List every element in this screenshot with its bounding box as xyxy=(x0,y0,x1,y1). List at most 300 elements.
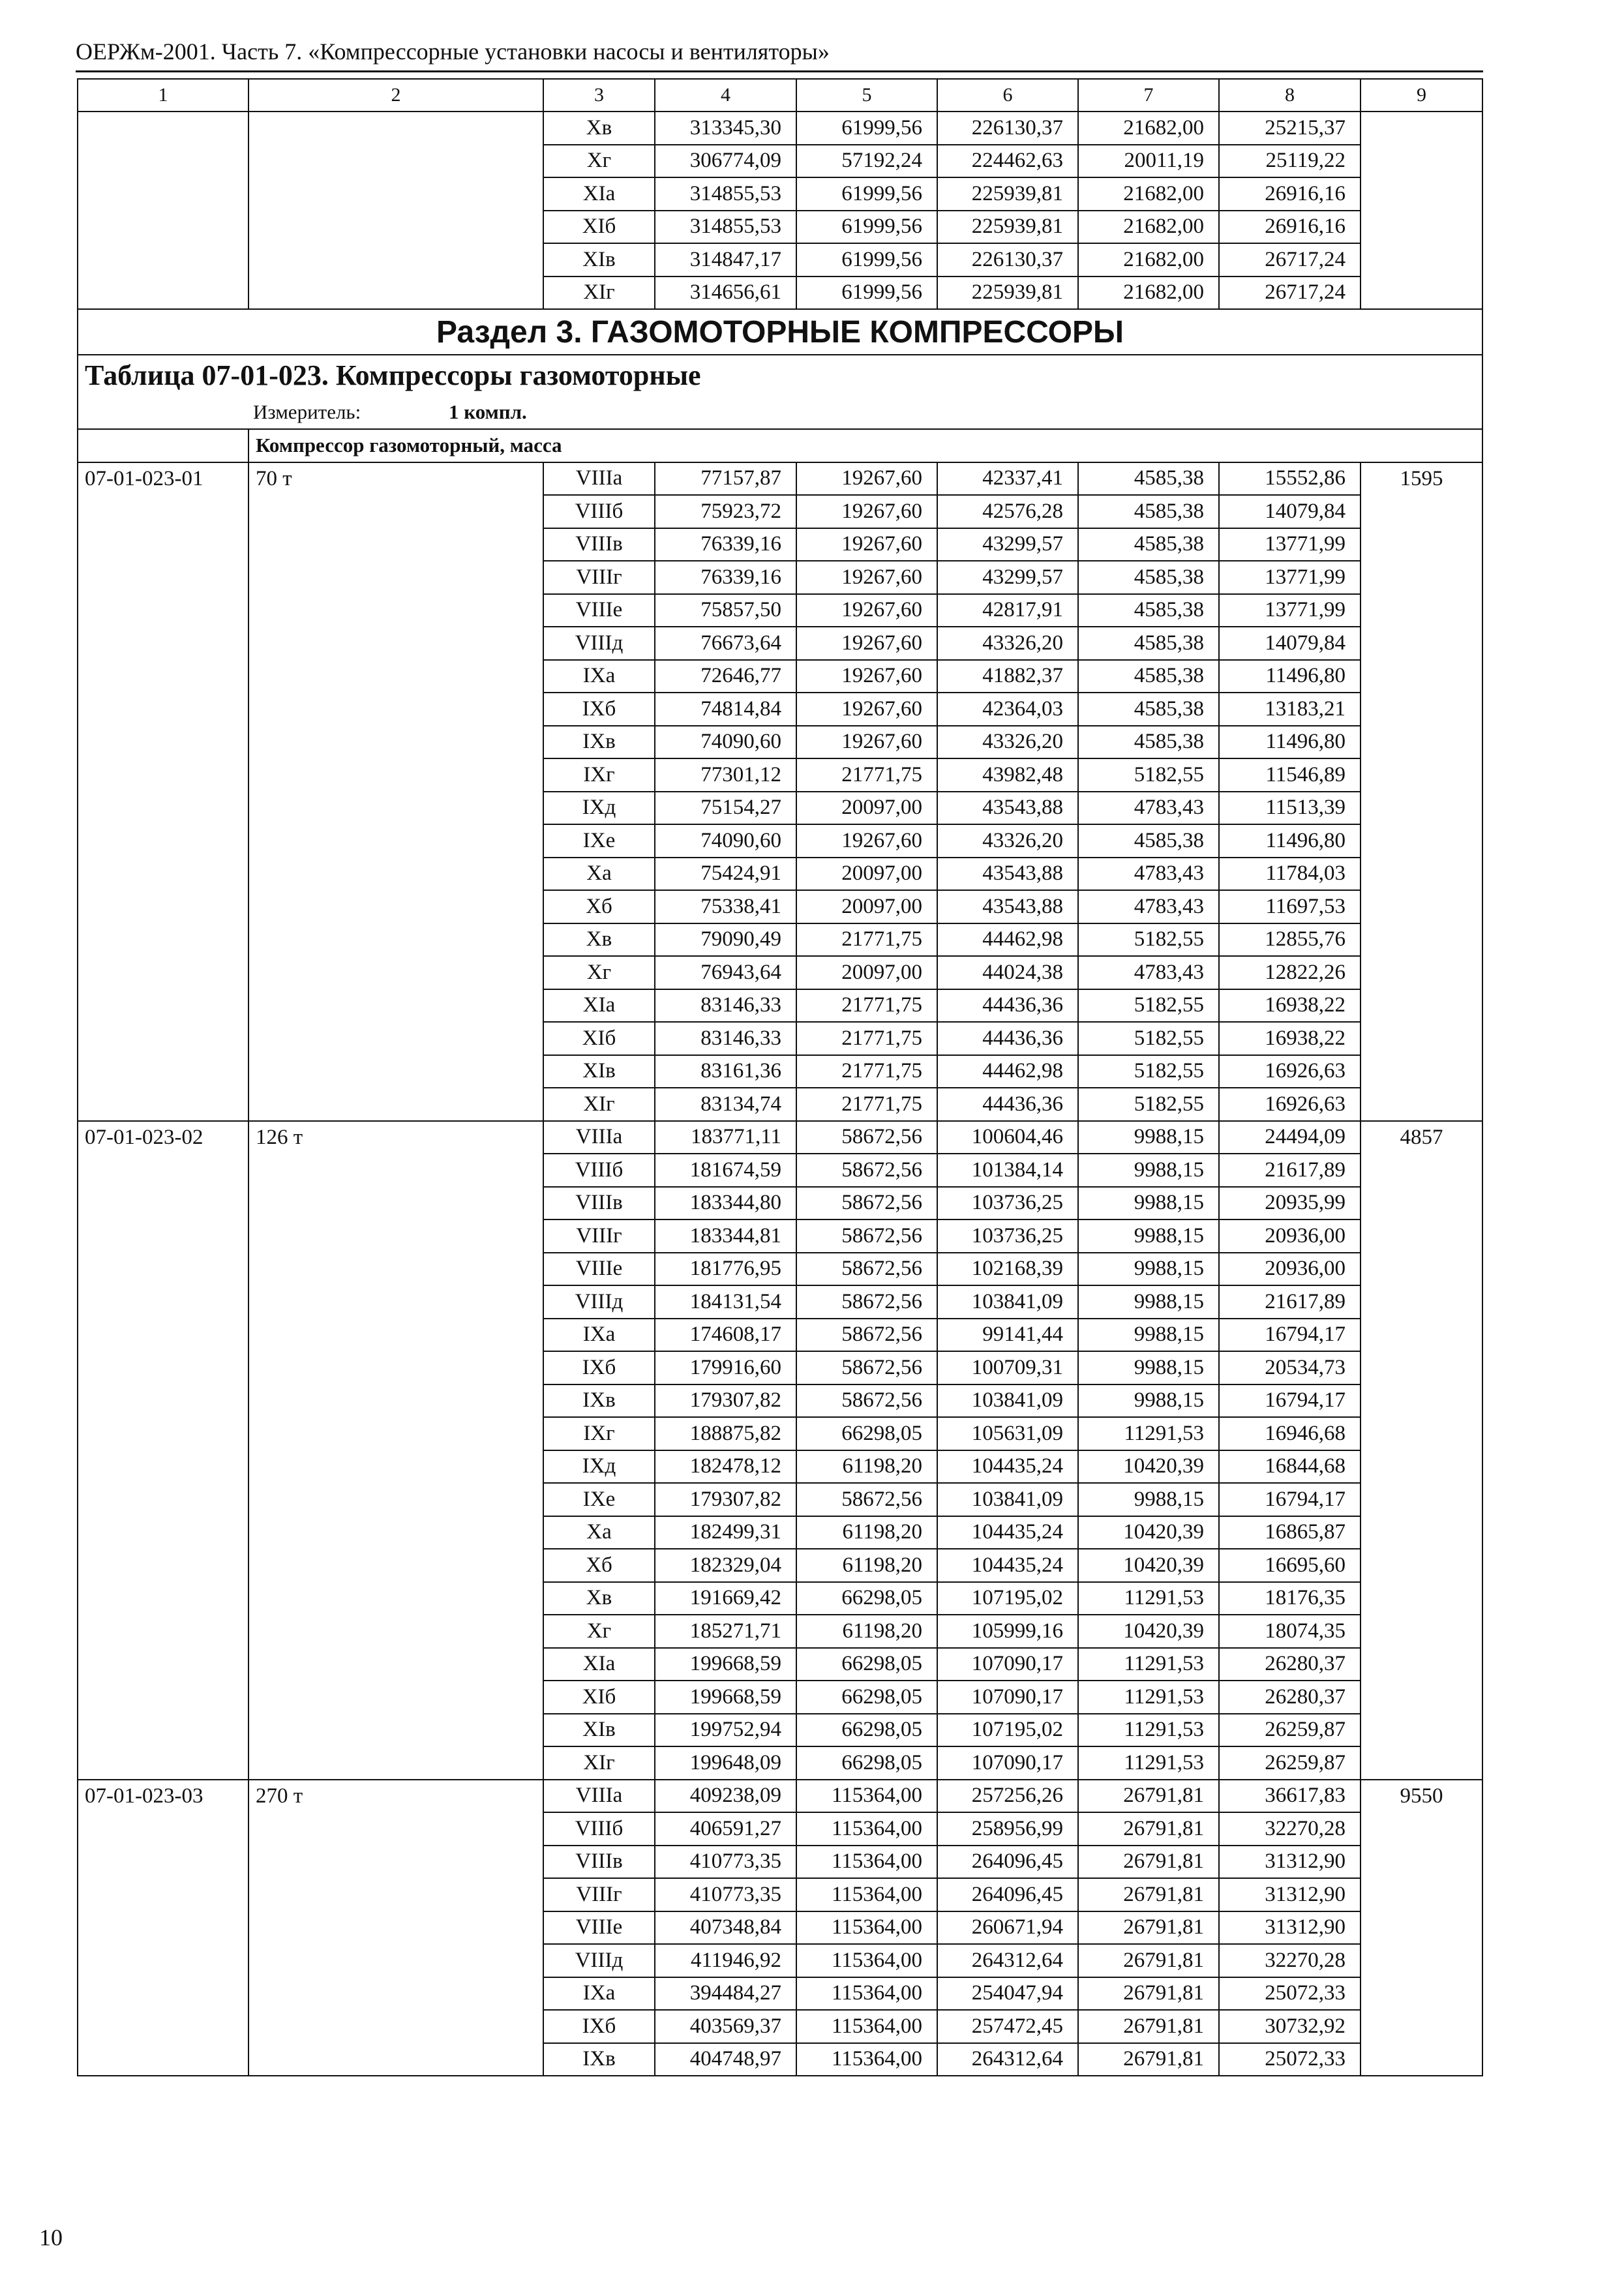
zone-cell: VIIIв xyxy=(543,528,655,561)
value-cell: 26280,37 xyxy=(1219,1681,1361,1714)
value-cell: 5182,55 xyxy=(1078,923,1219,957)
value-cell: 43543,88 xyxy=(937,890,1078,923)
zone-cell: IХа xyxy=(543,660,655,693)
value-cell: 183344,81 xyxy=(655,1219,796,1253)
value-cell: 199648,09 xyxy=(655,1746,796,1780)
value-cell: 19267,60 xyxy=(796,594,937,627)
value-cell: 21682,00 xyxy=(1078,277,1219,310)
value-cell: 19267,60 xyxy=(796,660,937,693)
value-cell: 61198,20 xyxy=(796,1549,937,1582)
section-row xyxy=(78,309,1482,355)
value-cell: 101384,14 xyxy=(937,1154,1078,1187)
value-cell: 191669,42 xyxy=(655,1582,796,1615)
value-cell: 403569,37 xyxy=(655,2010,796,2043)
empty-name-cell xyxy=(248,112,543,309)
column-number: 2 xyxy=(248,79,543,112)
zone-cell: Хб xyxy=(543,1549,655,1582)
value-cell: 21771,75 xyxy=(796,758,937,792)
value-cell: 75154,27 xyxy=(655,792,796,825)
value-cell: 31312,90 xyxy=(1219,1878,1361,1911)
value-cell: 174608,17 xyxy=(655,1319,796,1352)
value-cell: 404748,97 xyxy=(655,2043,796,2076)
value-cell: 257472,45 xyxy=(937,2010,1078,2043)
value-cell: 181776,95 xyxy=(655,1253,796,1286)
value-cell: 83134,74 xyxy=(655,1088,796,1121)
rate-weight: 4857 xyxy=(1361,1121,1482,1780)
zone-cell: VIIIб xyxy=(543,1812,655,1846)
zone-cell: ХIа xyxy=(543,989,655,1023)
value-cell: 314855,53 xyxy=(655,177,796,211)
value-cell: 16926,63 xyxy=(1219,1055,1361,1088)
value-cell: 107195,02 xyxy=(937,1714,1078,1747)
value-cell: 11784,03 xyxy=(1219,858,1361,891)
zone-cell: Хг xyxy=(543,145,655,178)
value-cell: 43326,20 xyxy=(937,726,1078,759)
value-cell: 26791,81 xyxy=(1078,1846,1219,1879)
value-cell: 105631,09 xyxy=(937,1417,1078,1450)
value-cell: 11291,53 xyxy=(1078,1746,1219,1780)
value-cell: 183344,80 xyxy=(655,1187,796,1220)
value-cell: 43299,57 xyxy=(937,561,1078,594)
zone-cell: IХв xyxy=(543,726,655,759)
value-cell: 9988,15 xyxy=(1078,1187,1219,1220)
value-cell: 21682,00 xyxy=(1078,243,1219,277)
value-cell: 74090,60 xyxy=(655,726,796,759)
value-cell: 66298,05 xyxy=(796,1582,937,1615)
value-cell: 115364,00 xyxy=(796,1780,937,1813)
value-cell: 5182,55 xyxy=(1078,989,1219,1023)
value-cell: 5182,55 xyxy=(1078,758,1219,792)
value-cell: 407348,84 xyxy=(655,1911,796,1945)
value-cell: 16865,87 xyxy=(1219,1516,1361,1549)
value-cell: 13771,99 xyxy=(1219,594,1361,627)
column-number: 5 xyxy=(796,79,937,112)
value-cell: 314656,61 xyxy=(655,277,796,310)
column-number: 4 xyxy=(655,79,796,112)
measure-label: Измеритель: xyxy=(253,400,361,423)
value-cell: 26791,81 xyxy=(1078,1780,1219,1813)
value-cell: 26791,81 xyxy=(1078,1977,1219,2011)
value-cell: 16938,22 xyxy=(1219,989,1361,1023)
measure-value: 1 компл. xyxy=(449,400,527,423)
value-cell: 76943,64 xyxy=(655,956,796,989)
zone-cell: VIIIб xyxy=(543,1154,655,1187)
value-cell: 104435,24 xyxy=(937,1450,1078,1484)
empty-code-cell xyxy=(78,112,248,309)
zone-cell: Хв xyxy=(543,923,655,957)
value-cell: 225939,81 xyxy=(937,211,1078,244)
rate-weight: 1595 xyxy=(1361,462,1482,1121)
value-cell: 21771,75 xyxy=(796,989,937,1023)
value-cell: 9988,15 xyxy=(1078,1384,1219,1418)
zone-cell: IХд xyxy=(543,792,655,825)
value-cell: 19267,60 xyxy=(796,528,937,561)
value-cell: 58672,56 xyxy=(796,1121,937,1154)
value-cell: 188875,82 xyxy=(655,1417,796,1450)
value-cell: 20534,73 xyxy=(1219,1351,1361,1384)
value-cell: 104435,24 xyxy=(937,1516,1078,1549)
empty-last-cell xyxy=(1361,112,1482,309)
zone-cell: ХIб xyxy=(543,1022,655,1055)
value-cell: 10420,39 xyxy=(1078,1516,1219,1549)
value-cell: 26259,87 xyxy=(1219,1714,1361,1747)
value-cell: 58672,56 xyxy=(796,1187,937,1220)
value-cell: 21617,89 xyxy=(1219,1285,1361,1319)
value-cell: 4585,38 xyxy=(1078,594,1219,627)
value-cell: 58672,56 xyxy=(796,1351,937,1384)
value-cell: 32270,28 xyxy=(1219,1812,1361,1846)
value-cell: 410773,35 xyxy=(655,1846,796,1879)
value-cell: 11496,80 xyxy=(1219,726,1361,759)
rate-code: 07-01-023-03 xyxy=(78,1780,248,2076)
value-cell: 75923,72 xyxy=(655,495,796,528)
value-cell: 41882,37 xyxy=(937,660,1078,693)
value-cell: 21771,75 xyxy=(796,923,937,957)
value-cell: 9988,15 xyxy=(1078,1483,1219,1516)
table-row xyxy=(78,1121,1482,1154)
value-cell: 185271,71 xyxy=(655,1615,796,1648)
value-cell: 61999,56 xyxy=(796,277,937,310)
value-cell: 254047,94 xyxy=(937,1977,1078,2011)
value-cell: 44462,98 xyxy=(937,923,1078,957)
table-title: Таблица 07-01-023. Компрессоры газомоторные xyxy=(78,355,1482,395)
zone-cell: VIIIд xyxy=(543,1285,655,1319)
zone-cell: ХIг xyxy=(543,277,655,310)
value-cell: 16794,17 xyxy=(1219,1483,1361,1516)
value-cell: 18074,35 xyxy=(1219,1615,1361,1648)
value-cell: 10420,39 xyxy=(1078,1450,1219,1484)
value-cell: 181674,59 xyxy=(655,1154,796,1187)
subheading: Компрессор газомоторный, масса xyxy=(248,429,1482,462)
rate-name: 70 т xyxy=(248,462,543,1121)
value-cell: 79090,49 xyxy=(655,923,796,957)
value-cell: 4783,43 xyxy=(1078,792,1219,825)
rate-code: 07-01-023-01 xyxy=(78,462,248,1121)
value-cell: 25072,33 xyxy=(1219,2043,1361,2076)
value-cell: 10420,39 xyxy=(1078,1549,1219,1582)
header-divider xyxy=(76,70,1483,72)
value-cell: 258956,99 xyxy=(937,1812,1078,1846)
value-cell: 5182,55 xyxy=(1078,1022,1219,1055)
value-cell: 4783,43 xyxy=(1078,858,1219,891)
document-header: ОЕРЖм-2001. Часть 7. «Компрессорные установки насосы и вентиляторы» xyxy=(76,38,830,65)
zone-cell: ХIв xyxy=(543,1055,655,1088)
value-cell: 76673,64 xyxy=(655,627,796,660)
value-cell: 11513,39 xyxy=(1219,792,1361,825)
value-cell: 57192,24 xyxy=(796,145,937,178)
subheading-row xyxy=(78,429,1482,462)
value-cell: 4585,38 xyxy=(1078,824,1219,858)
value-cell: 9988,15 xyxy=(1078,1154,1219,1187)
value-cell: 75424,91 xyxy=(655,858,796,891)
value-cell: 115364,00 xyxy=(796,2010,937,2043)
value-cell: 18176,35 xyxy=(1219,1582,1361,1615)
value-cell: 76339,16 xyxy=(655,561,796,594)
value-cell: 182329,04 xyxy=(655,1549,796,1582)
value-cell: 58672,56 xyxy=(796,1219,937,1253)
value-cell: 5182,55 xyxy=(1078,1055,1219,1088)
value-cell: 25072,33 xyxy=(1219,1977,1361,2011)
value-cell: 19267,60 xyxy=(796,462,937,496)
value-cell: 66298,05 xyxy=(796,1417,937,1450)
value-cell: 313345,30 xyxy=(655,112,796,145)
value-cell: 21682,00 xyxy=(1078,177,1219,211)
zone-cell: ХIг xyxy=(543,1746,655,1780)
value-cell: 224462,63 xyxy=(937,145,1078,178)
value-cell: 61999,56 xyxy=(796,112,937,145)
zone-cell: IХе xyxy=(543,824,655,858)
zone-cell: IХб xyxy=(543,693,655,726)
value-cell: 102168,39 xyxy=(937,1253,1078,1286)
value-cell: 20935,99 xyxy=(1219,1187,1361,1220)
value-cell: 115364,00 xyxy=(796,1878,937,1911)
value-cell: 410773,35 xyxy=(655,1878,796,1911)
value-cell: 107090,17 xyxy=(937,1746,1078,1780)
value-cell: 9988,15 xyxy=(1078,1285,1219,1319)
value-cell: 314847,17 xyxy=(655,243,796,277)
value-cell: 411946,92 xyxy=(655,1944,796,1977)
value-cell: 184131,54 xyxy=(655,1285,796,1319)
value-cell: 25215,37 xyxy=(1219,112,1361,145)
measure-row xyxy=(78,395,1482,429)
value-cell: 61198,20 xyxy=(796,1516,937,1549)
value-cell: 43982,48 xyxy=(937,758,1078,792)
zone-cell: VIIIа xyxy=(543,462,655,496)
value-cell: 9988,15 xyxy=(1078,1253,1219,1286)
value-cell: 74090,60 xyxy=(655,824,796,858)
zone-cell: ХIв xyxy=(543,243,655,277)
zone-cell: ХIа xyxy=(543,1648,655,1681)
value-cell: 83161,36 xyxy=(655,1055,796,1088)
value-cell: 20097,00 xyxy=(796,890,937,923)
value-cell: 61999,56 xyxy=(796,177,937,211)
value-cell: 15552,86 xyxy=(1219,462,1361,496)
value-cell: 115364,00 xyxy=(796,1944,937,1977)
zone-cell: IХб xyxy=(543,2010,655,2043)
value-cell: 226130,37 xyxy=(937,243,1078,277)
value-cell: 103736,25 xyxy=(937,1187,1078,1220)
value-cell: 75857,50 xyxy=(655,594,796,627)
zone-cell: Хг xyxy=(543,1615,655,1648)
value-cell: 11291,53 xyxy=(1078,1714,1219,1747)
zone-cell: Хг xyxy=(543,956,655,989)
rate-name: 126 т xyxy=(248,1121,543,1780)
table-row xyxy=(78,1780,1482,1813)
value-cell: 44436,36 xyxy=(937,989,1078,1023)
value-cell: 226130,37 xyxy=(937,112,1078,145)
value-cell: 99141,44 xyxy=(937,1319,1078,1352)
zone-cell: VIIIг xyxy=(543,1219,655,1253)
zone-cell: ХIб xyxy=(543,211,655,244)
value-cell: 43543,88 xyxy=(937,858,1078,891)
zone-cell: IХв xyxy=(543,2043,655,2076)
continued-row xyxy=(78,112,1482,145)
column-number: 8 xyxy=(1219,79,1361,112)
value-cell: 182499,31 xyxy=(655,1516,796,1549)
value-cell: 43326,20 xyxy=(937,824,1078,858)
value-cell: 11291,53 xyxy=(1078,1417,1219,1450)
value-cell: 26717,24 xyxy=(1219,277,1361,310)
value-cell: 115364,00 xyxy=(796,1911,937,1945)
page-number: 10 xyxy=(39,2224,63,2251)
value-cell: 264096,45 xyxy=(937,1878,1078,1911)
value-cell: 11496,80 xyxy=(1219,824,1361,858)
zone-cell: IХг xyxy=(543,1417,655,1450)
value-cell: 225939,81 xyxy=(937,277,1078,310)
value-cell: 21771,75 xyxy=(796,1088,937,1121)
column-number: 1 xyxy=(78,79,248,112)
value-cell: 16938,22 xyxy=(1219,1022,1361,1055)
value-cell: 179307,82 xyxy=(655,1384,796,1418)
zone-cell: VIIIа xyxy=(543,1121,655,1154)
value-cell: 58672,56 xyxy=(796,1253,937,1286)
zone-cell: VIIIв xyxy=(543,1846,655,1879)
value-cell: 14079,84 xyxy=(1219,627,1361,660)
value-cell: 19267,60 xyxy=(796,726,937,759)
value-cell: 43299,57 xyxy=(937,528,1078,561)
value-cell: 264312,64 xyxy=(937,1944,1078,1977)
zone-cell: IХе xyxy=(543,1483,655,1516)
value-cell: 115364,00 xyxy=(796,1977,937,2011)
value-cell: 13183,21 xyxy=(1219,693,1361,726)
value-cell: 26791,81 xyxy=(1078,1878,1219,1911)
value-cell: 199668,59 xyxy=(655,1648,796,1681)
value-cell: 19267,60 xyxy=(796,495,937,528)
value-cell: 43326,20 xyxy=(937,627,1078,660)
rates-table xyxy=(77,78,1483,2076)
value-cell: 16946,68 xyxy=(1219,1417,1361,1450)
rate-code: 07-01-023-02 xyxy=(78,1121,248,1780)
value-cell: 61198,20 xyxy=(796,1450,937,1484)
value-cell: 20097,00 xyxy=(796,792,937,825)
value-cell: 77301,12 xyxy=(655,758,796,792)
column-number: 7 xyxy=(1078,79,1219,112)
zone-cell: ХIг xyxy=(543,1088,655,1121)
value-cell: 103841,09 xyxy=(937,1384,1078,1418)
value-cell: 44024,38 xyxy=(937,956,1078,989)
table-title-row xyxy=(78,355,1482,395)
zone-cell: VIIIд xyxy=(543,627,655,660)
value-cell: 9988,15 xyxy=(1078,1219,1219,1253)
value-cell: 20097,00 xyxy=(796,858,937,891)
zone-cell: VIIIе xyxy=(543,1253,655,1286)
value-cell: 61999,56 xyxy=(796,211,937,244)
value-cell: 306774,09 xyxy=(655,145,796,178)
zone-cell: IХв xyxy=(543,1384,655,1418)
value-cell: 10420,39 xyxy=(1078,1615,1219,1648)
value-cell: 179307,82 xyxy=(655,1483,796,1516)
value-cell: 4585,38 xyxy=(1078,561,1219,594)
value-cell: 42576,28 xyxy=(937,495,1078,528)
value-cell: 16794,17 xyxy=(1219,1319,1361,1352)
rate-name: 270 т xyxy=(248,1780,543,2076)
zone-cell: VIIIг xyxy=(543,1878,655,1911)
value-cell: 105999,16 xyxy=(937,1615,1078,1648)
value-cell: 9988,15 xyxy=(1078,1351,1219,1384)
value-cell: 76339,16 xyxy=(655,528,796,561)
zone-cell: VIIIб xyxy=(543,495,655,528)
value-cell: 14079,84 xyxy=(1219,495,1361,528)
value-cell: 66298,05 xyxy=(796,1746,937,1780)
value-cell: 44436,36 xyxy=(937,1088,1078,1121)
value-cell: 264312,64 xyxy=(937,2043,1078,2076)
value-cell: 11291,53 xyxy=(1078,1681,1219,1714)
value-cell: 61198,20 xyxy=(796,1615,937,1648)
value-cell: 9988,15 xyxy=(1078,1319,1219,1352)
value-cell: 26791,81 xyxy=(1078,1911,1219,1945)
value-cell: 409238,09 xyxy=(655,1780,796,1813)
value-cell: 83146,33 xyxy=(655,989,796,1023)
value-cell: 43543,88 xyxy=(937,792,1078,825)
zone-cell: ХIа xyxy=(543,177,655,211)
value-cell: 394484,27 xyxy=(655,1977,796,2011)
value-cell: 4585,38 xyxy=(1078,627,1219,660)
zone-cell: IХг xyxy=(543,758,655,792)
value-cell: 314855,53 xyxy=(655,211,796,244)
value-cell: 21682,00 xyxy=(1078,112,1219,145)
value-cell: 20936,00 xyxy=(1219,1219,1361,1253)
value-cell: 20936,00 xyxy=(1219,1253,1361,1286)
value-cell: 11291,53 xyxy=(1078,1648,1219,1681)
value-cell: 26791,81 xyxy=(1078,1944,1219,1977)
zone-cell: Хв xyxy=(543,112,655,145)
value-cell: 107195,02 xyxy=(937,1582,1078,1615)
value-cell: 4585,38 xyxy=(1078,462,1219,496)
value-cell: 26259,87 xyxy=(1219,1746,1361,1780)
value-cell: 225939,81 xyxy=(937,177,1078,211)
value-cell: 11291,53 xyxy=(1078,1582,1219,1615)
zone-cell: IХа xyxy=(543,1977,655,2011)
value-cell: 42364,03 xyxy=(937,693,1078,726)
zone-cell: Ха xyxy=(543,1516,655,1549)
value-cell: 11697,53 xyxy=(1219,890,1361,923)
value-cell: 42337,41 xyxy=(937,462,1078,496)
value-cell: 199752,94 xyxy=(655,1714,796,1747)
zone-cell: IХб xyxy=(543,1351,655,1384)
value-cell: 36617,83 xyxy=(1219,1780,1361,1813)
value-cell: 19267,60 xyxy=(796,693,937,726)
value-cell: 66298,05 xyxy=(796,1681,937,1714)
value-cell: 257256,26 xyxy=(937,1780,1078,1813)
value-cell: 13771,99 xyxy=(1219,561,1361,594)
value-cell: 103841,09 xyxy=(937,1483,1078,1516)
value-cell: 44436,36 xyxy=(937,1022,1078,1055)
column-number: 6 xyxy=(937,79,1078,112)
value-cell: 72646,77 xyxy=(655,660,796,693)
value-cell: 115364,00 xyxy=(796,1846,937,1879)
value-cell: 16926,63 xyxy=(1219,1088,1361,1121)
value-cell: 32270,28 xyxy=(1219,1944,1361,1977)
value-cell: 24494,09 xyxy=(1219,1121,1361,1154)
value-cell: 4585,38 xyxy=(1078,528,1219,561)
value-cell: 182478,12 xyxy=(655,1450,796,1484)
value-cell: 26791,81 xyxy=(1078,2043,1219,2076)
measure-cell xyxy=(78,395,1482,429)
value-cell: 103841,09 xyxy=(937,1285,1078,1319)
value-cell: 21771,75 xyxy=(796,1022,937,1055)
value-cell: 16844,68 xyxy=(1219,1450,1361,1484)
value-cell: 20097,00 xyxy=(796,956,937,989)
value-cell: 5182,55 xyxy=(1078,1088,1219,1121)
value-cell: 26280,37 xyxy=(1219,1648,1361,1681)
value-cell: 25119,22 xyxy=(1219,145,1361,178)
zone-cell: Ха xyxy=(543,858,655,891)
value-cell: 74814,84 xyxy=(655,693,796,726)
zone-cell: ХIв xyxy=(543,1714,655,1747)
zone-cell: Хв xyxy=(543,1582,655,1615)
zone-cell: VIIIг xyxy=(543,561,655,594)
value-cell: 4585,38 xyxy=(1078,660,1219,693)
